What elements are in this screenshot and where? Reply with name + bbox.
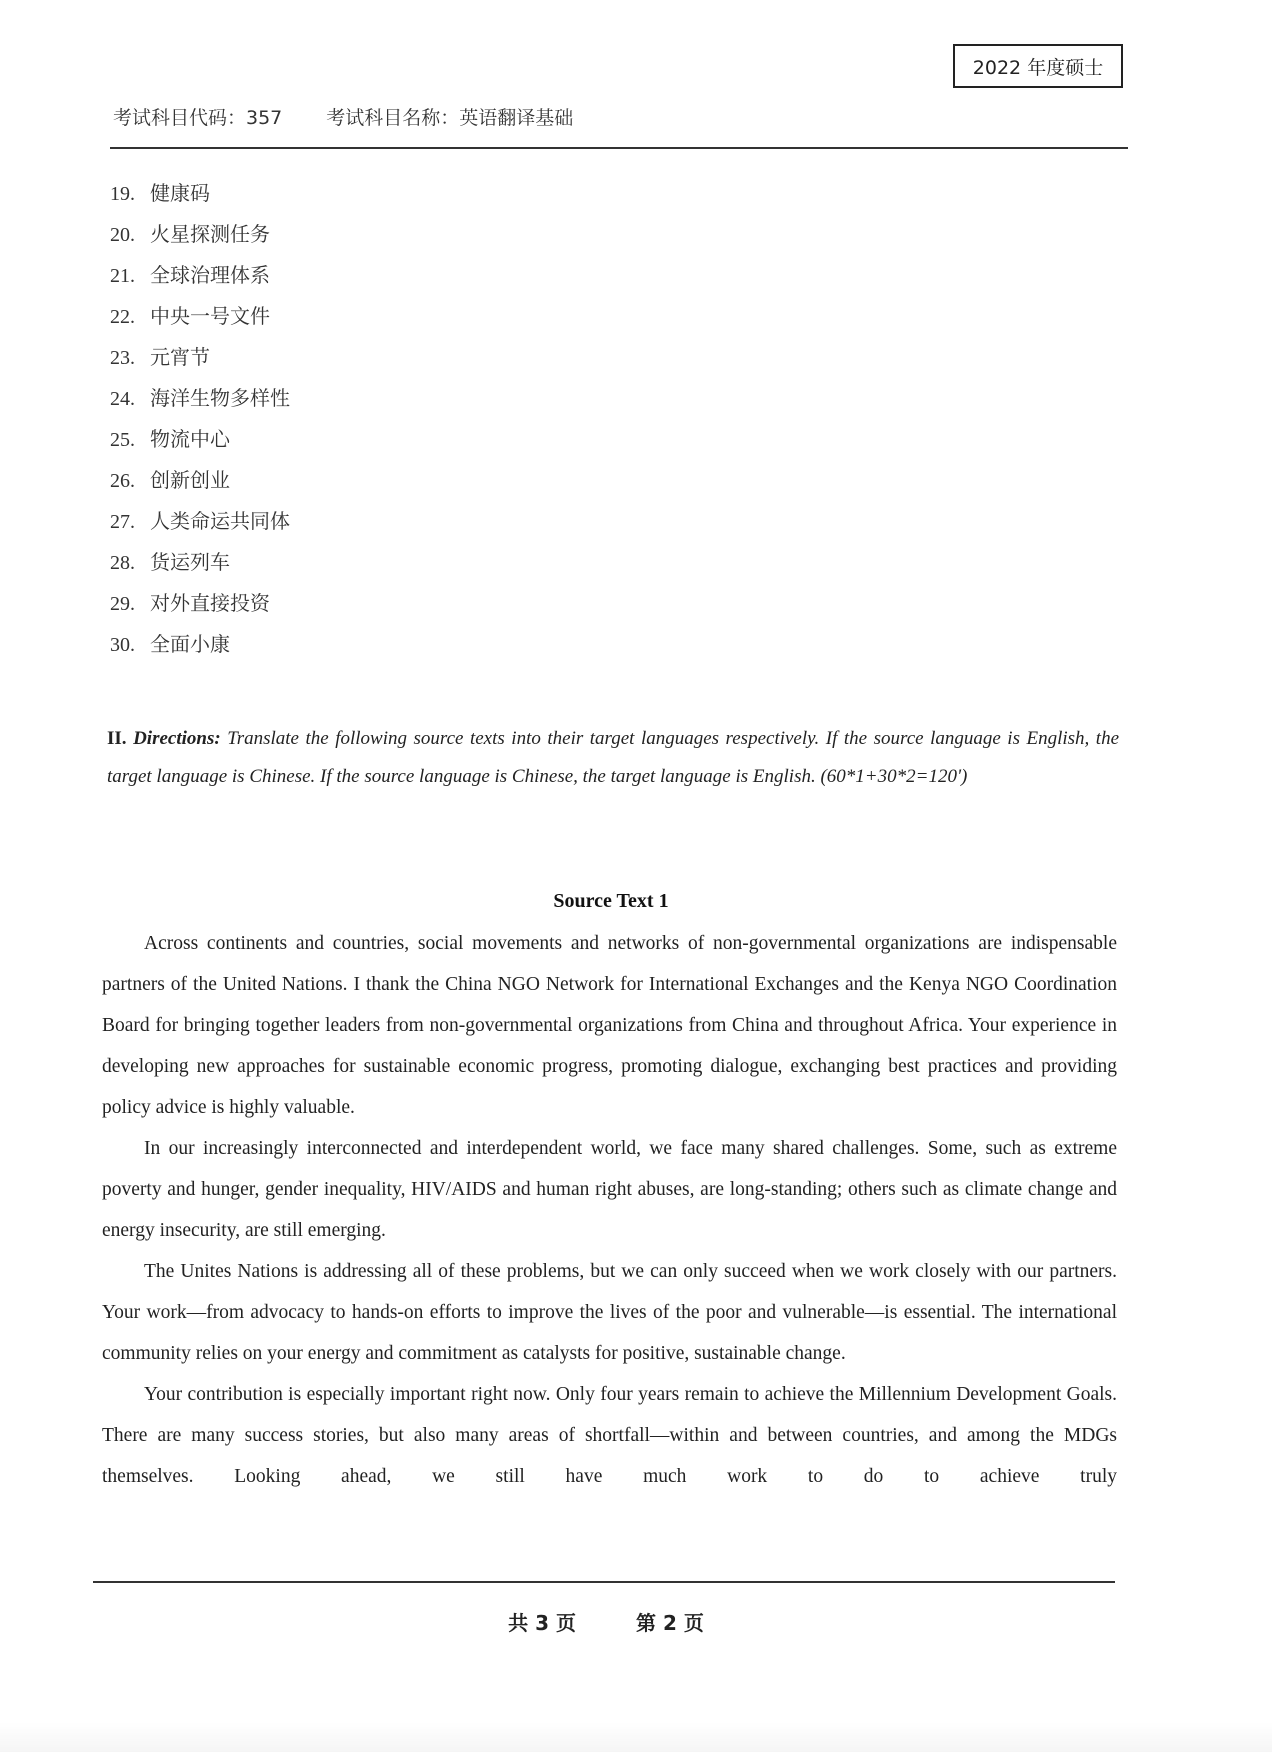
term-number: 25.: [110, 429, 135, 451]
degree-label: 2022 年度硕士: [972, 56, 1104, 79]
header-divider: [110, 147, 1128, 149]
term-text: 全球治理体系: [150, 263, 270, 287]
scan-edge-shadow: [0, 1722, 1272, 1752]
term-number: 20.: [110, 224, 135, 246]
total-pages: 共 3 页: [508, 1611, 576, 1635]
term-number: 26.: [110, 470, 135, 492]
list-item: [110, 465, 290, 506]
paragraph: In our increasingly interconnected and interdependent world, we face many shared challenges. Some, such as extreme poverty and hunger, gender inequality, HIV/AIDS and human right abuses, are long-standing; others such as climate change and energy insecurity, are still emerging.: [102, 1138, 1117, 1241]
list-item: [110, 342, 290, 383]
list-item: [110, 547, 290, 588]
paragraph: Your contribution is especially important right now. Only four years remain to achieve the Millennium Development Goals. There are many success stories, but also many areas of shortfall—within and between countries, and among the MDGs themselves. Looking ahead, we still have much work to do to achieve truly: [102, 1384, 1117, 1487]
source-text-body: [102, 923, 1117, 1497]
term-text: 物流中心: [150, 427, 230, 451]
list-item: [110, 424, 290, 465]
term-text: 海洋生物多样性: [150, 386, 290, 410]
paragraph: The Unites Nations is addressing all of these problems, but we can only succeed when we work closely with our partners. Your work—from advocacy to hands-on efforts to improve the lives of the poor and vulnerable—is essential. The international community relies on your energy and commitment as catalysts for positive, sustainable change.: [102, 1261, 1117, 1364]
term-number: 21.: [110, 265, 135, 287]
term-number: 28.: [110, 552, 135, 574]
subject-code: 考试科目代码：357: [113, 107, 283, 129]
term-number: 27.: [110, 511, 135, 533]
term-text: 中央一号文件: [150, 304, 270, 328]
term-number: 29.: [110, 593, 135, 615]
term-text: 元宵节: [150, 345, 210, 369]
exam-header: [113, 103, 573, 130]
footer-divider: [93, 1581, 1115, 1583]
directions: [107, 720, 1119, 796]
list-item: [110, 219, 290, 260]
list-item: [110, 178, 290, 219]
list-item: [110, 260, 290, 301]
term-text: 创新创业: [150, 468, 230, 492]
source-text-title: Source Text 1: [553, 890, 669, 912]
subject-name: 考试科目名称：英语翻译基础: [326, 107, 574, 129]
term-number: 22.: [110, 306, 135, 328]
directions-text: Translate the following source texts into their target languages respectively. If the source language is English, the target language is Chinese. If the source language is Chinese, the target language is English. (60*1+30*2=120'): [107, 728, 1120, 787]
term-list: [110, 178, 290, 670]
degree-label-box: [953, 44, 1123, 88]
term-text: 对外直接投资: [150, 591, 270, 615]
list-item: [110, 506, 290, 547]
term-text: 货运列车: [150, 550, 230, 574]
term-number: 24.: [110, 388, 135, 410]
section-number: II.: [107, 728, 127, 749]
term-number: 23.: [110, 347, 135, 369]
list-item: [110, 629, 290, 670]
directions-label: Directions:: [133, 728, 221, 749]
list-item: [110, 588, 290, 629]
term-text: 健康码: [150, 181, 210, 205]
term-text: 火星探测任务: [150, 222, 270, 246]
page-footer: [0, 1607, 1212, 1636]
paragraph: Across continents and countries, social movements and networks of non-governmental organizations are indispensable partners of the United Nations. I thank the China NGO Network for International Exchanges and the Kenya NGO Coordination Board for bringing together leaders from non-governmental organizations from China and throughout Africa. Your experience in developing new approaches for sustainable economic progress, promoting dialogue, exchanging best practices and providing policy advice is highly valuable.: [102, 933, 1117, 1118]
term-text: 全面小康: [150, 632, 230, 656]
term-text: 人类命运共同体: [150, 509, 290, 533]
list-item: [110, 301, 290, 342]
list-item: [110, 383, 290, 424]
term-number: 30.: [110, 634, 135, 656]
current-page: 第 2 页: [636, 1611, 704, 1635]
term-number: 19.: [110, 183, 135, 205]
